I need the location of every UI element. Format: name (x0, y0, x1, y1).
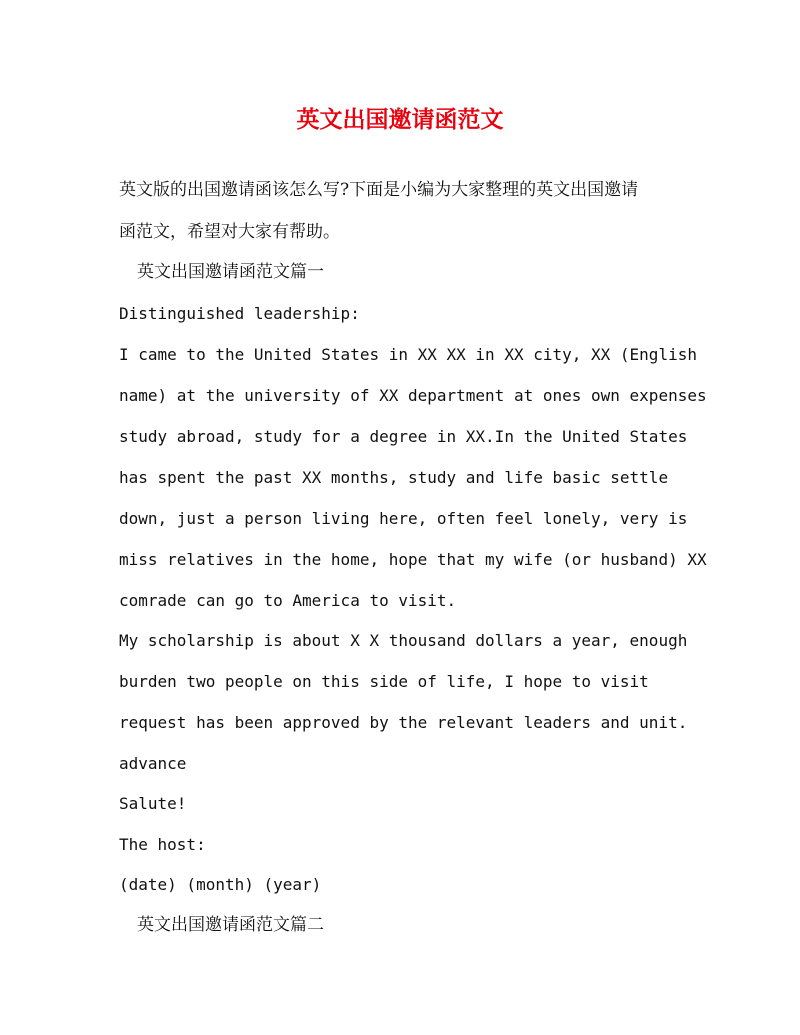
section-heading-2: 英文出国邀请函范文篇二 (137, 915, 324, 935)
signature-date: (date) (month) (year) (119, 875, 322, 894)
body-line-4: has spent the past XX months, study and life basic settle (119, 468, 669, 487)
signature-host: The host: (119, 835, 206, 854)
body-line-6: miss relatives in the home, hope that my wife (or husband) XX (119, 550, 707, 569)
body-line-5: down, just a person living here, often feel lonely, very is (119, 509, 688, 528)
body-line-1: I came to the United States in XX XX in XX city, XX (English (119, 345, 697, 364)
body-line-10: request has been approved by the relevant leaders and unit. (119, 713, 688, 732)
body-line-8: My scholarship is about X X thousand dollars a year, enough (119, 631, 688, 650)
closing-salute: Salute! (119, 794, 187, 813)
closing-advance: advance (119, 754, 187, 773)
body-line-7: comrade can go to America to visit. (119, 591, 457, 610)
body-line-2: name) at the university of XX department at ones own expenses (119, 386, 707, 405)
section-heading-1: 英文出国邀请函范文篇一 (137, 262, 324, 282)
intro-line-1: 英文版的出国邀请函该怎么写?下面是小编为大家整理的英文出国邀请 (119, 180, 639, 200)
salutation: Distinguished leadership: (119, 304, 360, 323)
body-line-3: study abroad, study for a degree in XX.In the United States (119, 427, 688, 446)
document-title: 英文出国邀请函范文 (296, 106, 504, 133)
intro-line-2: 函范文，希望对大家有帮助。 (119, 222, 340, 242)
body-line-9: burden two people on this side of life, I hope to visit (119, 672, 649, 691)
